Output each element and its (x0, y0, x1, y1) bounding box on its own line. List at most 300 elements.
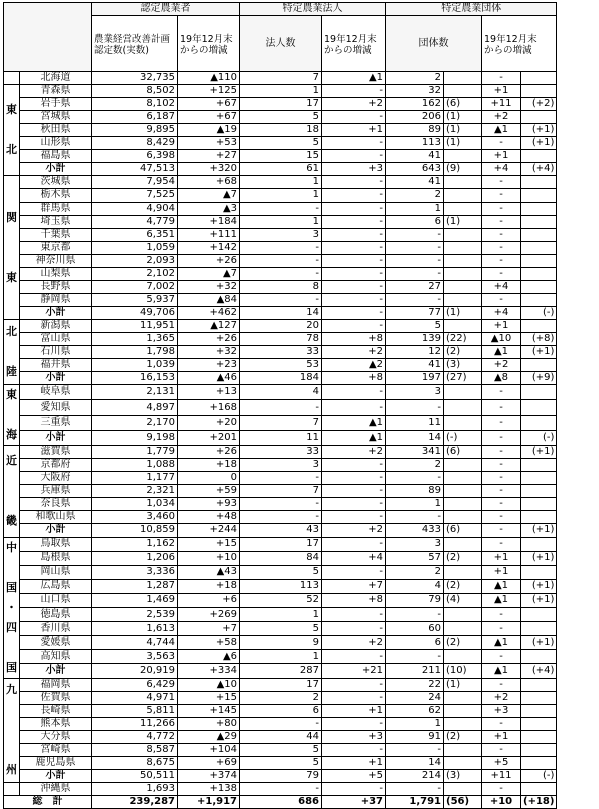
total-nintei-increase: +1,917 (178, 795, 240, 808)
nintei-increase: ▲7 (178, 189, 240, 202)
table-row (4, 111, 557, 124)
hojin-increase: - (322, 498, 386, 511)
prefecture-name: 千葉県 (20, 228, 92, 241)
dantai-count-note: (3) (444, 359, 482, 372)
dantai-increase-note: (+1) (521, 551, 557, 565)
nintei-count: 4,772 (92, 730, 178, 743)
table-row (4, 346, 557, 359)
hojin-count: 7 (240, 415, 322, 430)
prefecture-name: 東京都 (20, 241, 92, 254)
hojin-count: 17 (240, 537, 322, 551)
dantai-increase: - (482, 472, 521, 485)
nintei-increase: +138 (178, 782, 240, 795)
dantai-increase: - (482, 446, 521, 459)
nintei-increase: ▲84 (178, 293, 240, 306)
dantai-increase: +3 (482, 704, 521, 717)
nintei-increase: +20 (178, 415, 240, 430)
nintei-increase: +462 (178, 306, 240, 319)
nintei-count: 16,153 (92, 372, 178, 385)
dantai-increase-note (521, 111, 557, 124)
hojin-count: 7 (240, 72, 322, 85)
dantai-increase: - (482, 678, 521, 691)
hojin-count: 43 (240, 524, 322, 537)
dantai-count: 41 (386, 176, 444, 189)
hojin-increase: - (322, 743, 386, 756)
hojin-count: 20 (240, 319, 322, 332)
hojin-count: 5 (240, 756, 322, 769)
nintei-count: 6,398 (92, 150, 178, 163)
table-row (4, 678, 557, 691)
nintei-increase: +7 (178, 622, 240, 636)
dantai-count: 32 (386, 85, 444, 98)
dantai-count: 41 (386, 150, 444, 163)
nintei-increase: ▲19 (178, 124, 240, 137)
dantai-count: 3 (386, 385, 444, 400)
dantai-count-note (444, 607, 482, 621)
nintei-increase: +26 (178, 446, 240, 459)
nintei-increase: +32 (178, 280, 240, 293)
dantai-count-note (444, 565, 482, 579)
nintei-count: 8,429 (92, 137, 178, 150)
table-row (4, 498, 557, 511)
prefecture-name: 鹿児島県 (20, 756, 92, 769)
dantai-count-note (444, 756, 482, 769)
dantai-count-note (444, 254, 482, 267)
dantai-increase: ▲1 (482, 346, 521, 359)
table-row (4, 607, 557, 621)
dantai-count: 341 (386, 446, 444, 459)
nintei-count: 7,002 (92, 280, 178, 293)
prefecture-name: 福島県 (20, 150, 92, 163)
table-row (4, 228, 557, 241)
prefecture-name: 鳥取県 (20, 537, 92, 551)
table-row (4, 472, 557, 485)
dantai-increase-note (521, 485, 557, 498)
prefecture-name: 宮城県 (20, 111, 92, 124)
dantai-increase-note: (+1) (521, 137, 557, 150)
nintei-increase: +269 (178, 607, 240, 621)
hojin-count: - (240, 782, 322, 795)
region-label-cell: 東 海 (4, 385, 20, 446)
dantai-increase: - (482, 400, 521, 415)
prefecture-name: 和歌山県 (20, 511, 92, 524)
dantai-count: - (386, 293, 444, 306)
prefecture-name: 愛知県 (20, 400, 92, 415)
nintei-increase: +244 (178, 524, 240, 537)
dantai-count-note: (1) (444, 306, 482, 319)
dantai-increase-note: (+1) (521, 446, 557, 459)
nintei-increase: ▲127 (178, 319, 240, 332)
dantai-increase: - (482, 254, 521, 267)
dantai-increase: +1 (482, 85, 521, 98)
nintei-increase: +48 (178, 511, 240, 524)
hojin-increase: - (322, 782, 386, 795)
table-row (4, 189, 557, 202)
dantai-increase: - (482, 743, 521, 756)
table-row (4, 332, 557, 345)
dantai-increase-note: (+1) (521, 579, 557, 593)
dantai-increase: +4 (482, 306, 521, 319)
dantai-increase: +11 (482, 98, 521, 111)
nintei-count: 2,539 (92, 607, 178, 621)
dantai-increase-note (521, 267, 557, 280)
nintei-increase: ▲110 (178, 72, 240, 85)
nintei-increase: +53 (178, 137, 240, 150)
dantai-count: 41 (386, 359, 444, 372)
nintei-increase: 0 (178, 472, 240, 485)
dantai-increase: - (482, 459, 521, 472)
dantai-increase-note: (+1) (521, 346, 557, 359)
dantai-increase-note: (+1) (521, 636, 557, 650)
hojin-count: 53 (240, 359, 322, 372)
dantai-count: 77 (386, 306, 444, 319)
hojin-increase: - (322, 400, 386, 415)
table-row (4, 254, 557, 267)
nintei-increase: +67 (178, 98, 240, 111)
prefecture-name: 神奈川県 (20, 254, 92, 267)
hojin-increase: +1 (322, 756, 386, 769)
dantai-count: 1 (386, 717, 444, 730)
dantai-increase: - (482, 511, 521, 524)
dantai-increase: ▲10 (482, 332, 521, 345)
hojin-count: 78 (240, 332, 322, 345)
hojin-increase: - (322, 565, 386, 579)
dantai-increase: - (482, 498, 521, 511)
nintei-increase: +18 (178, 459, 240, 472)
dantai-count: 3 (386, 537, 444, 551)
nintei-increase: +104 (178, 743, 240, 756)
nintei-increase: +68 (178, 176, 240, 189)
table-row (4, 459, 557, 472)
dantai-increase-note (521, 319, 557, 332)
nintei-increase: +6 (178, 593, 240, 607)
dantai-count-note (444, 189, 482, 202)
hojin-increase: - (322, 537, 386, 551)
dantai-count-note: (1) (444, 215, 482, 228)
table-row (4, 622, 557, 636)
table-row (4, 650, 557, 664)
dantai-count-note (444, 176, 482, 189)
nintei-count: 9,895 (92, 124, 178, 137)
dantai-count: 14 (386, 430, 444, 445)
prefecture-name: 群馬県 (20, 202, 92, 215)
dantai-count: - (386, 607, 444, 621)
dantai-increase-note (521, 782, 557, 795)
dantai-increase-note (521, 280, 557, 293)
table-row (4, 359, 557, 372)
prefecture-name: 京都府 (20, 459, 92, 472)
dantai-count-note (444, 319, 482, 332)
dantai-count: 89 (386, 124, 444, 137)
nintei-increase: +15 (178, 537, 240, 551)
dantai-count-note (444, 622, 482, 636)
dantai-increase-note (521, 459, 557, 472)
dantai-increase: +2 (482, 359, 521, 372)
hojin-count: 1 (240, 607, 322, 621)
dantai-count: 60 (386, 622, 444, 636)
nintei-count: 1,613 (92, 622, 178, 636)
nintei-increase: +125 (178, 85, 240, 98)
dantai-count: 214 (386, 769, 444, 782)
table-row (4, 756, 557, 769)
dantai-increase: - (482, 524, 521, 537)
hojin-count: 6 (240, 704, 322, 717)
dantai-count-note: (6) (444, 524, 482, 537)
hojin-increase: - (322, 459, 386, 472)
region-label-cell: 九 州 (4, 678, 20, 782)
table-row (4, 717, 557, 730)
prefecture-name: 佐賀県 (20, 691, 92, 704)
total-dantai-count-note: (56) (444, 795, 482, 808)
nintei-count: 47,513 (92, 163, 178, 176)
prefecture-name: 宮崎県 (20, 743, 92, 756)
dantai-increase: - (482, 241, 521, 254)
dantai-increase-note: (+1) (521, 593, 557, 607)
table-row (4, 98, 557, 111)
dantai-increase: +11 (482, 769, 521, 782)
table-row (4, 485, 557, 498)
nintei-increase: +26 (178, 332, 240, 345)
hojin-increase: - (322, 280, 386, 293)
dantai-count: 197 (386, 372, 444, 385)
hojin-increase: +2 (322, 524, 386, 537)
hojin-count: 18 (240, 124, 322, 137)
dantai-count-note (444, 228, 482, 241)
hojin-count: - (240, 293, 322, 306)
region-label-cell (4, 782, 20, 795)
hojin-count: - (240, 267, 322, 280)
dantai-increase: - (482, 537, 521, 551)
dantai-count: 91 (386, 730, 444, 743)
dantai-increase: +4 (482, 280, 521, 293)
dantai-count-note (444, 717, 482, 730)
dantai-increase: +1 (482, 730, 521, 743)
hojin-count: - (240, 472, 322, 485)
hojin-count: 52 (240, 593, 322, 607)
nintei-increase: +23 (178, 359, 240, 372)
nintei-count: 32,735 (92, 72, 178, 85)
hojin-increase: - (322, 189, 386, 202)
region-label-cell: 近 畿 (4, 446, 20, 537)
dantai-count-note (444, 267, 482, 280)
hojin-count: 1 (240, 215, 322, 228)
dantai-increase-note (521, 400, 557, 415)
table-row (4, 593, 557, 607)
hojin-increase: +8 (322, 372, 386, 385)
nintei-increase: ▲29 (178, 730, 240, 743)
nintei-increase: +184 (178, 215, 240, 228)
hojin-increase: +3 (322, 163, 386, 176)
total-nintei-count: 239,287 (92, 795, 178, 808)
dantai-count: - (386, 650, 444, 664)
nintei-count: 4,897 (92, 400, 178, 415)
hojin-increase: - (322, 293, 386, 306)
hojin-count: 15 (240, 150, 322, 163)
prefecture-name: 石川県 (20, 346, 92, 359)
nintei-increase: +111 (178, 228, 240, 241)
dantai-count: - (386, 228, 444, 241)
dantai-count-note (444, 537, 482, 551)
table-body (4, 72, 557, 809)
nintei-count: 6,187 (92, 111, 178, 124)
hojin-count: 5 (240, 111, 322, 124)
dantai-count: 162 (386, 98, 444, 111)
dantai-increase: +1 (482, 319, 521, 332)
dantai-increase-note: (+8) (521, 332, 557, 345)
dantai-count-note: (6) (444, 98, 482, 111)
dantai-increase: - (482, 782, 521, 795)
dantai-count-note: (2) (444, 551, 482, 565)
dantai-count: 12 (386, 346, 444, 359)
dantai-count: 1 (386, 202, 444, 215)
hojin-count: 184 (240, 372, 322, 385)
hojin-increase: - (322, 176, 386, 189)
dantai-increase: ▲1 (482, 664, 521, 678)
table-row (4, 319, 557, 332)
hojin-increase: - (322, 254, 386, 267)
dantai-count-note: (27) (444, 372, 482, 385)
dantai-increase-note (521, 537, 557, 551)
dantai-increase-note (521, 189, 557, 202)
dantai-count-note: (1) (444, 678, 482, 691)
dantai-increase: +2 (482, 691, 521, 704)
dantai-count: - (386, 267, 444, 280)
dantai-increase: - (482, 607, 521, 621)
hojin-count: - (240, 400, 322, 415)
dantai-increase-note (521, 176, 557, 189)
dantai-count: 2 (386, 565, 444, 579)
prefecture-name: 岐阜県 (20, 385, 92, 400)
farm-stats-table-wrapper (3, 2, 557, 809)
nintei-increase: ▲6 (178, 650, 240, 664)
nintei-increase: +93 (178, 498, 240, 511)
dantai-increase-note (521, 704, 557, 717)
hojin-increase: - (322, 228, 386, 241)
dantai-count-note (444, 385, 482, 400)
table-row (4, 241, 557, 254)
hojin-increase: ▲2 (322, 359, 386, 372)
dantai-increase-note (521, 607, 557, 621)
nintei-increase: +142 (178, 241, 240, 254)
dantai-count: 79 (386, 593, 444, 607)
subtotal-row (4, 524, 557, 537)
dantai-count-note (444, 704, 482, 717)
dantai-count-note: (1) (444, 111, 482, 124)
nintei-count: 2,321 (92, 485, 178, 498)
dantai-count: 89 (386, 485, 444, 498)
table-row (4, 636, 557, 650)
dantai-increase: +5 (482, 756, 521, 769)
nintei-count: 50,511 (92, 769, 178, 782)
dantai-increase-note (521, 293, 557, 306)
prefecture-name: 茨城県 (20, 176, 92, 189)
prefecture-name: 青森県 (20, 85, 92, 98)
hojin-increase: - (322, 150, 386, 163)
table-row (4, 85, 557, 98)
hojin-count: 44 (240, 730, 322, 743)
dantai-count: 6 (386, 636, 444, 650)
dantai-increase-note (521, 241, 557, 254)
hojin-increase: +7 (322, 579, 386, 593)
hojin-count: 8 (240, 280, 322, 293)
hojin-increase: ▲1 (322, 415, 386, 430)
dantai-increase: ▲8 (482, 372, 521, 385)
dantai-count: 211 (386, 664, 444, 678)
dantai-count: - (386, 511, 444, 524)
dantai-count-note (444, 691, 482, 704)
grand-total-label: 総 計 (4, 795, 92, 808)
dantai-count-note (444, 293, 482, 306)
dantai-count: 27 (386, 280, 444, 293)
nintei-count: 1,365 (92, 332, 178, 345)
prefecture-name: 熊本県 (20, 717, 92, 730)
hojin-count: - (240, 202, 322, 215)
hojin-count: 1 (240, 650, 322, 664)
dantai-increase-note (521, 254, 557, 267)
nintei-increase: +80 (178, 717, 240, 730)
dantai-count-note (444, 280, 482, 293)
hojin-increase: +2 (322, 446, 386, 459)
dantai-increase: - (482, 650, 521, 664)
prefecture-name: 高知県 (20, 650, 92, 664)
dantai-increase-note (521, 678, 557, 691)
dantai-increase-note (521, 650, 557, 664)
nintei-increase: +27 (178, 150, 240, 163)
prefecture-name: 沖縄県 (20, 782, 92, 795)
nintei-count: 1,287 (92, 579, 178, 593)
nintei-count: 2,131 (92, 385, 178, 400)
subtotal-label: 小計 (20, 430, 92, 445)
prefecture-name: 福岡県 (20, 678, 92, 691)
corner-cell (4, 3, 92, 72)
table-row (4, 704, 557, 717)
dantai-increase: - (482, 189, 521, 202)
hojin-increase: ▲1 (322, 72, 386, 85)
hojin-increase: - (322, 306, 386, 319)
dantai-increase-note (521, 72, 557, 85)
dantai-count-note (444, 472, 482, 485)
table-row (4, 150, 557, 163)
dantai-increase-note (521, 498, 557, 511)
dantai-count: 11 (386, 415, 444, 430)
dantai-increase: - (482, 215, 521, 228)
hojin-increase: - (322, 650, 386, 664)
hojin-increase: - (322, 511, 386, 524)
hojin-count: 4 (240, 385, 322, 400)
dantai-count: 4 (386, 579, 444, 593)
nintei-increase: ▲46 (178, 372, 240, 385)
dantai-count-note (444, 485, 482, 498)
dantai-increase: - (482, 717, 521, 730)
hojin-count: 3 (240, 228, 322, 241)
table-row (4, 280, 557, 293)
nintei-increase: +10 (178, 551, 240, 565)
dantai-increase: - (482, 385, 521, 400)
dantai-increase: - (482, 485, 521, 498)
dantai-count: 5 (386, 319, 444, 332)
total-dantai-count: 1,791 (386, 795, 444, 808)
hojin-increase: - (322, 717, 386, 730)
dantai-count-note: (2) (444, 730, 482, 743)
hojin-increase: - (322, 267, 386, 280)
nintei-increase: ▲7 (178, 267, 240, 280)
subtotal-row (4, 372, 557, 385)
nintei-count: 8,675 (92, 756, 178, 769)
nintei-increase: +18 (178, 579, 240, 593)
hojin-count: 84 (240, 551, 322, 565)
hojin-count: 14 (240, 306, 322, 319)
dantai-increase-note (521, 691, 557, 704)
